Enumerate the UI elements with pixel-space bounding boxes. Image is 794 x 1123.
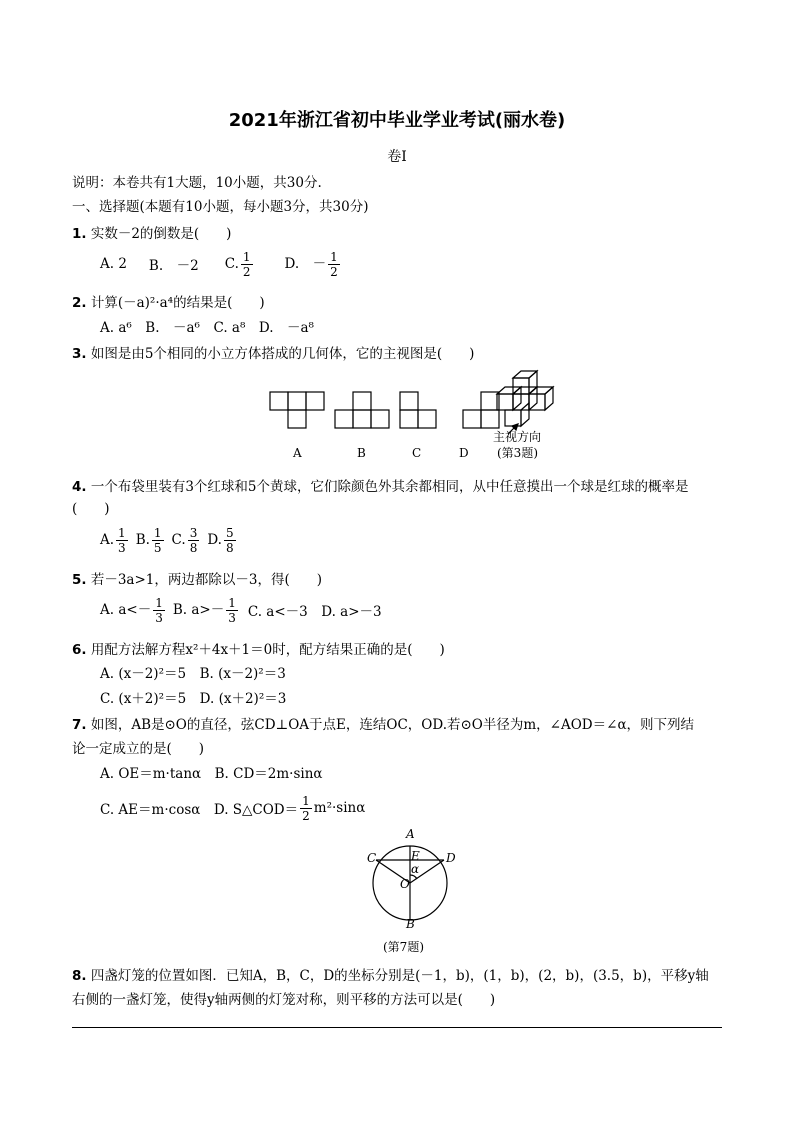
question-5-options	[100, 592, 382, 628]
question-text: 四盏灯笼的位置如图．已知A，B，C，D的坐标分别是(－1，b)，(1，b)，(2，b)，(3.5，b)，平移y轴	[90, 968, 709, 984]
question-3	[72, 342, 474, 362]
question-number: 3.	[72, 346, 87, 362]
question-number: 4.	[72, 479, 87, 495]
question-number: 6.	[72, 642, 87, 658]
question-text: 计算(－a)²·a⁴的结果是( )	[90, 295, 265, 311]
question-text: 实数－2的倒数是( )	[90, 226, 232, 242]
label-a: A	[293, 446, 302, 460]
question-text: 如图，AB是⊙O的直径，弦CD⊥OA于点E，连结OC，OD.若⊙O半径为m，∠AOD＝∠α，则下列结	[90, 717, 695, 733]
option-cd: C. a<－3 D. a>－3	[247, 604, 382, 620]
page-title: 2021年浙江省初中毕业学业考试(丽水卷)	[228, 110, 566, 131]
option-d: D. $\frac{5}{8}$	[207, 525, 234, 555]
question-1-options	[100, 246, 342, 282]
question-7-text-cont: 论一定成立的是( )	[72, 741, 205, 757]
point-o-label: O	[400, 877, 410, 891]
page-divider	[72, 1027, 722, 1028]
option-c: C. $\frac{3}{8}$	[171, 525, 198, 555]
question-text: 若－3a>1，两边都除以－3，得( )	[90, 572, 322, 588]
question-2	[72, 291, 265, 311]
question-6-options-row1: A. (x－2)²＝5 B. (x－2)²＝3	[100, 666, 286, 682]
label-c: C	[412, 446, 422, 460]
question-1	[72, 222, 231, 242]
option-a: A. a<－ $\frac{1}{3}$	[100, 595, 163, 625]
question-4-paren: ( )	[72, 501, 110, 517]
option-b: B. a>－ $\frac{1}{3}$	[172, 595, 236, 625]
question-6-options-row2: C. (x＋2)²＝5 D. (x＋2)²＝3	[100, 691, 287, 707]
figure-caption: (第3题)	[497, 446, 538, 460]
part-heading: 一、选择题(本题有10小题，每小题3分，共30分)	[72, 199, 369, 215]
question-6	[72, 638, 445, 658]
question-2-options: A. a⁶ B. －a⁶ C. a⁸ D. －a⁸	[100, 320, 314, 336]
point-c-label: C	[367, 851, 377, 865]
question-8-text-cont: 右侧的一盏灯笼，使得y轴两侧的灯笼对称，则平移的方法可以是( )	[72, 992, 496, 1008]
question-7-options-row2: C. AE＝m·cosα D. S△COD＝ $\frac{1}{2}$ m²·sinα	[100, 793, 366, 823]
question-text: 如图是由5个相同的小立方体搭成的几何体，它的主视图是( )	[90, 346, 475, 362]
question-8	[72, 964, 709, 984]
question-5	[72, 568, 322, 588]
option-a: A. $\frac{1}{3}$	[100, 525, 126, 555]
point-b-label: B	[406, 917, 415, 931]
question-4-options	[100, 522, 238, 558]
view-option-d	[463, 392, 499, 428]
question-7	[72, 713, 694, 733]
point-d-label: D	[446, 851, 456, 865]
angle-alpha-label: α	[411, 862, 420, 876]
label-d: D	[459, 446, 469, 460]
question-number: 5.	[72, 572, 87, 588]
view-option-b	[335, 392, 389, 428]
question-text: 用配方法解方程x²＋4x＋1＝0时，配方结果正确的是( )	[90, 642, 445, 658]
option-d: D. － $\frac{1}{2}$	[284, 249, 338, 279]
question-4	[72, 475, 689, 495]
question-number: 7.	[72, 717, 87, 733]
cube-solid	[497, 371, 553, 426]
label-b: B	[357, 446, 366, 460]
question-number: 1.	[72, 226, 87, 242]
point-e-label: E	[411, 849, 420, 863]
figure-caption: (第7题)	[383, 940, 424, 954]
section-heading: 卷Ⅰ	[387, 149, 407, 165]
question-text: 一个布袋里装有3个红球和5个黄球，它们除颜色外其余都相同，从中任意摸出一个球是红球的概率是	[90, 479, 689, 495]
option-b: B. －2	[148, 258, 199, 274]
option-a: A. 2	[100, 256, 127, 272]
instructions: 说明：本卷共有1大题，10小题，共30分.	[72, 175, 322, 191]
option-c: C. $\frac{1}{2}$	[224, 249, 251, 279]
option-b: B. $\frac{1}{5}$	[135, 525, 162, 555]
question-number: 2.	[72, 295, 87, 311]
view-option-a	[270, 392, 324, 428]
question-number: 8.	[72, 968, 87, 984]
question-7-options-row1: A. OE＝m·tanα B. CD＝2m·sinα	[100, 766, 323, 782]
point-a-label: A	[406, 827, 415, 841]
view-direction-label: 主视方向	[493, 430, 542, 444]
view-option-c	[400, 392, 436, 428]
